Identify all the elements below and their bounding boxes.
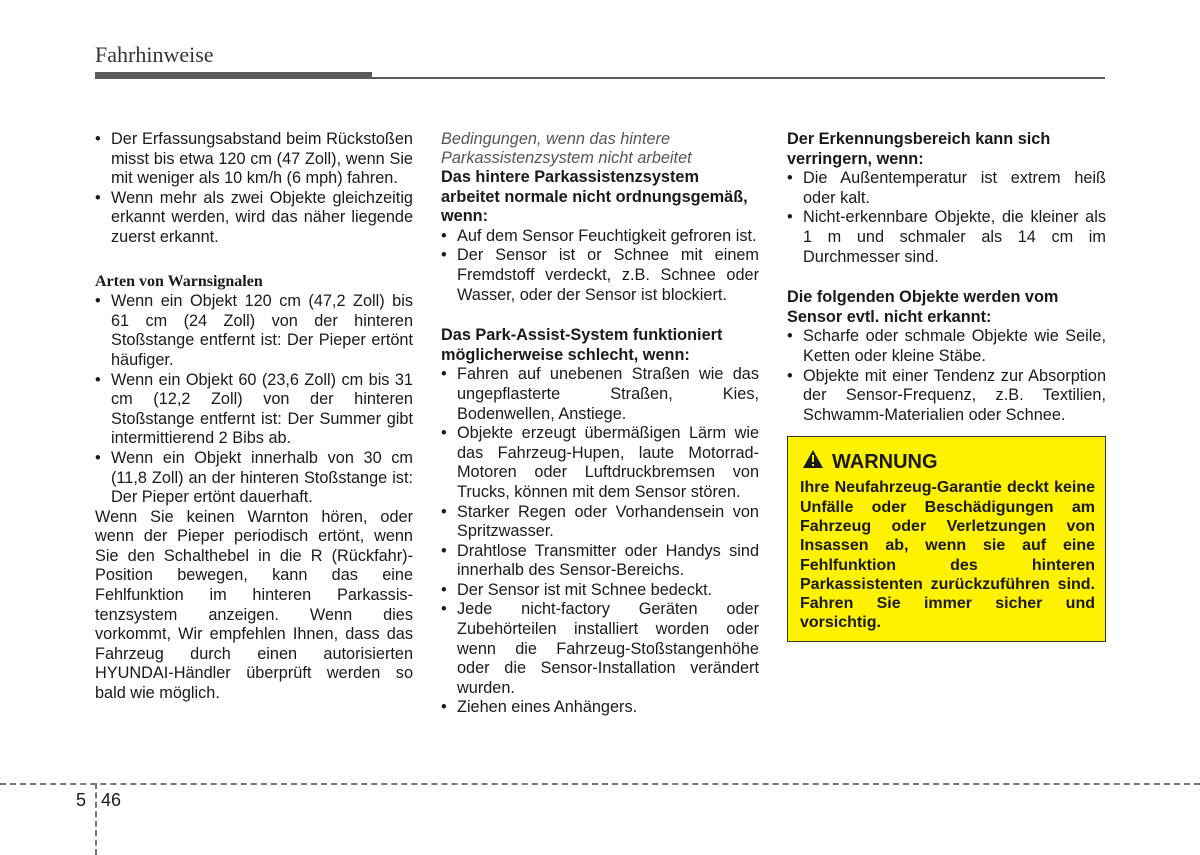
list-item: • Ziehen eines Anhängers. (441, 698, 759, 718)
list-item: • Fahren auf unebenen Straßen wie das ungepflasterte Straßen, Kies, Bodenwellen, Anstiege. (441, 365, 759, 424)
page-number: 46 (101, 790, 122, 810)
chapter-number: 5 (76, 790, 87, 810)
list-item: • Jede nicht-factory Geräten oder Zubehörteilen installiert worden oder wenn die Fahrzeug-Stoßstangenhöhe oder die Sensor-Installation verändert wurden. (441, 600, 759, 698)
warning-title-row (802, 449, 1095, 475)
list-item: • Der Sensor ist or Schnee mit einem Fremdstoff verdeckt, z.B. Schnee oder Wasser, oder der Sensor ist blockiert. (441, 246, 759, 305)
footer-divider (0, 783, 1200, 785)
warning-text: Ihre Neufahrzeug-Garantie deckt keine Unfälle oder Beschädigungen am Fahrzeug oder Verletzungen von Insassen ab, wenn sie auf eine Fehlfunktion des hinteren Parkassistenten zurückzuführen sind. Fahren Sie immer sicher und vorsichtig. (800, 479, 1095, 632)
bullet-list-detection (95, 130, 413, 248)
list-item: • Wenn mehr als zwei Objekte gleichzeitig erkannt werden, wird das näher liegende zuerst erkannt. (95, 189, 413, 248)
list-item: • Drahtlose Transmitter oder Handys sind innerhalb des Sensor-Bereichs. (441, 542, 759, 581)
paragraph-no-warning-tone: Wenn Sie keinen Warnton hören, oder wenn der Pieper periodisch ertönt, wenn Sie den Schalthebel in die R (Rückfahr)-Position bewegen, kann das eine Fehlfunktion im hinteren Parkassis-tenzsystem anzeigen. Wenn dies vorkommt, Wir empfehlen Ihnen, dass das Fahrzeug durch einen autorisierten HYUNDAI-Händler überprüft werden so bald wie möglich. (95, 507, 413, 703)
list-item: • Die Außentemperatur ist extrem heiß oder kalt. (787, 169, 1106, 208)
subheading-malfunction: Das Park-Assist-System funktioniert möglicherweise schlecht, wenn: (441, 326, 723, 364)
spacer (787, 267, 1106, 288)
bullet-list-detection-range (787, 169, 1106, 267)
subheading-undetected-objects: Die folgenden Objekte werden vom Sensor evtl. nicht erkannt: (787, 288, 1059, 326)
list-item: • Auf dem Sensor Feuchtigkeit gefroren ist. (441, 227, 759, 247)
bullet-list-warning-types (95, 292, 413, 508)
column-2 (441, 130, 759, 718)
list-item: • Objekte erzeugt übermäßigen Lärm wie das Fahrzeug-Hupen, laute Motorrad-Motoren oder Luftdruckbremsen von Trucks, können mit dem Sensor stören. (441, 424, 759, 502)
header-bar (95, 72, 372, 79)
section-heading-conditions: Bedingungen, wenn das hintere Parkassistenzsystem nicht arbeitet (441, 130, 692, 167)
spacer (441, 305, 759, 326)
list-item: • Scharfe oder schmale Objekte wie Seile, Ketten oder kleine Stäbe. (787, 327, 1106, 366)
warning-box (787, 436, 1106, 641)
header-rule (372, 77, 1105, 79)
list-item: • Nicht-erkennbare Objekte, die kleiner als 1 m und schmaler als 14 cm im Durchmesser sind. (787, 208, 1106, 267)
bullet-list-malfunction (441, 365, 759, 718)
bullet-list-undetected-objects (787, 327, 1106, 425)
list-item: • Wenn ein Objekt 60 (23,6 Zoll) cm bis 31 cm (12,2 Zoll) von der hinteren Stoßstange entfernt ist: Der Summer gibt intermittierend 2 Bibs ab. (95, 371, 413, 449)
column-1 (95, 130, 413, 704)
subheading-not-working: Das hintere Parkassistenzsystem arbeitet normale nicht ordnungsgemäß, wenn: (441, 168, 748, 226)
list-item: • Wenn ein Objekt 120 cm (47,2 Zoll) bis 61 cm (24 Zoll) von der hinteren Stoßstange entfernt ist: Der Pieper ertönt häufiger. (95, 292, 413, 370)
bullet-list-not-working (441, 227, 759, 305)
column-3 (787, 130, 1106, 642)
list-item: • Der Sensor ist mit Schnee bedeckt. (441, 581, 759, 601)
subheading-detection-range: Der Erkennungsbereich kann sich verringern, wenn: (787, 130, 1051, 168)
warning-triangle-icon (802, 449, 824, 475)
list-item: • Objekte mit einer Tendenz zur Absorption der Sensor-Frequenz, z.B. Textilien, Schwamm-Materialien oder Schnee. (787, 367, 1106, 426)
list-item: • Der Erfassungsabstand beim Rückstoßen misst bis etwa 120 cm (47 Zoll), wenn Sie mit weniger als 10 km/h (6 mph) fahren. (95, 130, 413, 189)
section-heading-warning-types: Arten von Warnsignalen (95, 272, 263, 290)
warning-title: WARNUNG (832, 451, 938, 474)
page-header-title: Fahrhinweise (95, 42, 214, 67)
list-item: • Wenn ein Objekt innerhalb von 30 cm (11,8 Zoll) an der hinteren Stoßstange ist: Der Pieper ertönt dauerhaft. (95, 449, 413, 508)
list-item: • Starker Regen oder Vorhandensein von Spritzwasser. (441, 503, 759, 542)
footer-vertical-divider (95, 783, 97, 855)
